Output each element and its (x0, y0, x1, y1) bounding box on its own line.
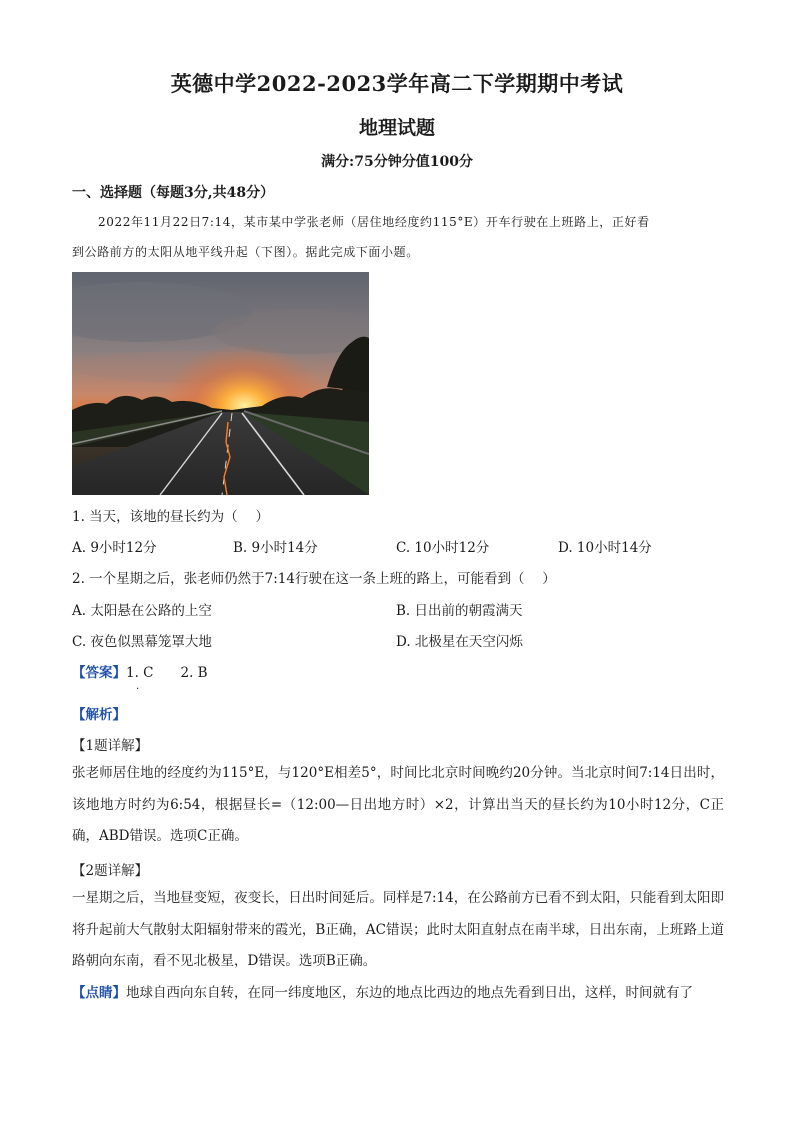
question-2: 2. 一个星期之后，张老师仍然于7:14行驶在这一条上班的路上，可能看到（ ） (72, 571, 556, 587)
answer-label: 【答案】 (72, 665, 126, 681)
q2-detail-text: 一星期之后，当地昼变短，夜变长，日出时间延后。同样是7:14，在公路前方已看不到太阳，只能看到太阳即将升起前大气散射太阳辐射带来的霞光，B正确，AC错误；此时太阳直射点在南半球，日出东南，上班路上道路朝向东南，看不见北极星，D错误。选项B正确。 (72, 890, 724, 969)
q2-option-d: D. 北极星在天空闪烁 (396, 634, 523, 650)
sunrise-road-photo (72, 272, 369, 495)
q1-option-b: B. 9小时14分 (233, 540, 318, 556)
exam-title: 英德中学2022-2023学年高二下学期期中考试 (170, 71, 624, 96)
q2-option-c: C. 夜色似黑幕笼罩大地 (72, 634, 212, 650)
q1-detail-text: 张老师居住地的经度约为115°E，与120°E相差5°，时间比北京时间晚约20分钟。当北京时间7:14日出时，该地地方时约为6:54，根据昼长=（12:00—日出地方时）×2，计算出当天的昼长约为10小时12分，C正确，ABD错误。选项C正确。 (72, 765, 724, 844)
answer-line (72, 661, 208, 681)
analysis-heading (72, 703, 126, 723)
q1-option-d: D. 10小时14分 (558, 540, 652, 556)
section-heading: 一、选择题（每题3分,共48分） (72, 185, 275, 201)
q1-option-c: C. 10小时12分 (396, 540, 490, 556)
score-line: 满分:75分钟分值100分 (321, 154, 473, 170)
q2-option-a: A. 太阳悬在公路的上空 (72, 603, 212, 619)
tip-paragraph (72, 978, 724, 1010)
answer-dot: · (136, 684, 140, 695)
answer-text: 1. C 2. B (126, 665, 208, 681)
tip-text: 地球自西向东自转，在同一纬度地区，东边的地点比西边的地点先看到日出，这样，时间就有了 (126, 985, 693, 1001)
q2-detail-heading: 【2题详解】 (72, 863, 149, 879)
stem-line-1: 2022年11月22日7:14，某市某中学张老师（居住地经度约115°E）开车行驶在上班路上，正好看 (98, 215, 650, 229)
stem-line-2: 到公路前方的太阳从地平线升起（下图）。据此完成下面小题。 (72, 245, 419, 259)
question-stem (72, 207, 722, 267)
q2-option-b: B. 日出前的朝霞满天 (396, 603, 523, 619)
question-1: 1. 当天，该地的昼长约为（ ） (72, 509, 269, 525)
analysis-label: 【解析】 (72, 707, 126, 723)
tip-label: 【点睛】 (72, 985, 126, 1001)
q1-detail-heading: 【1题详解】 (72, 738, 149, 754)
exam-subject: 地理试题 (358, 117, 435, 139)
q1-option-a: A. 9小时12分 (72, 540, 157, 556)
sunrise-photo-graphic (72, 272, 369, 495)
